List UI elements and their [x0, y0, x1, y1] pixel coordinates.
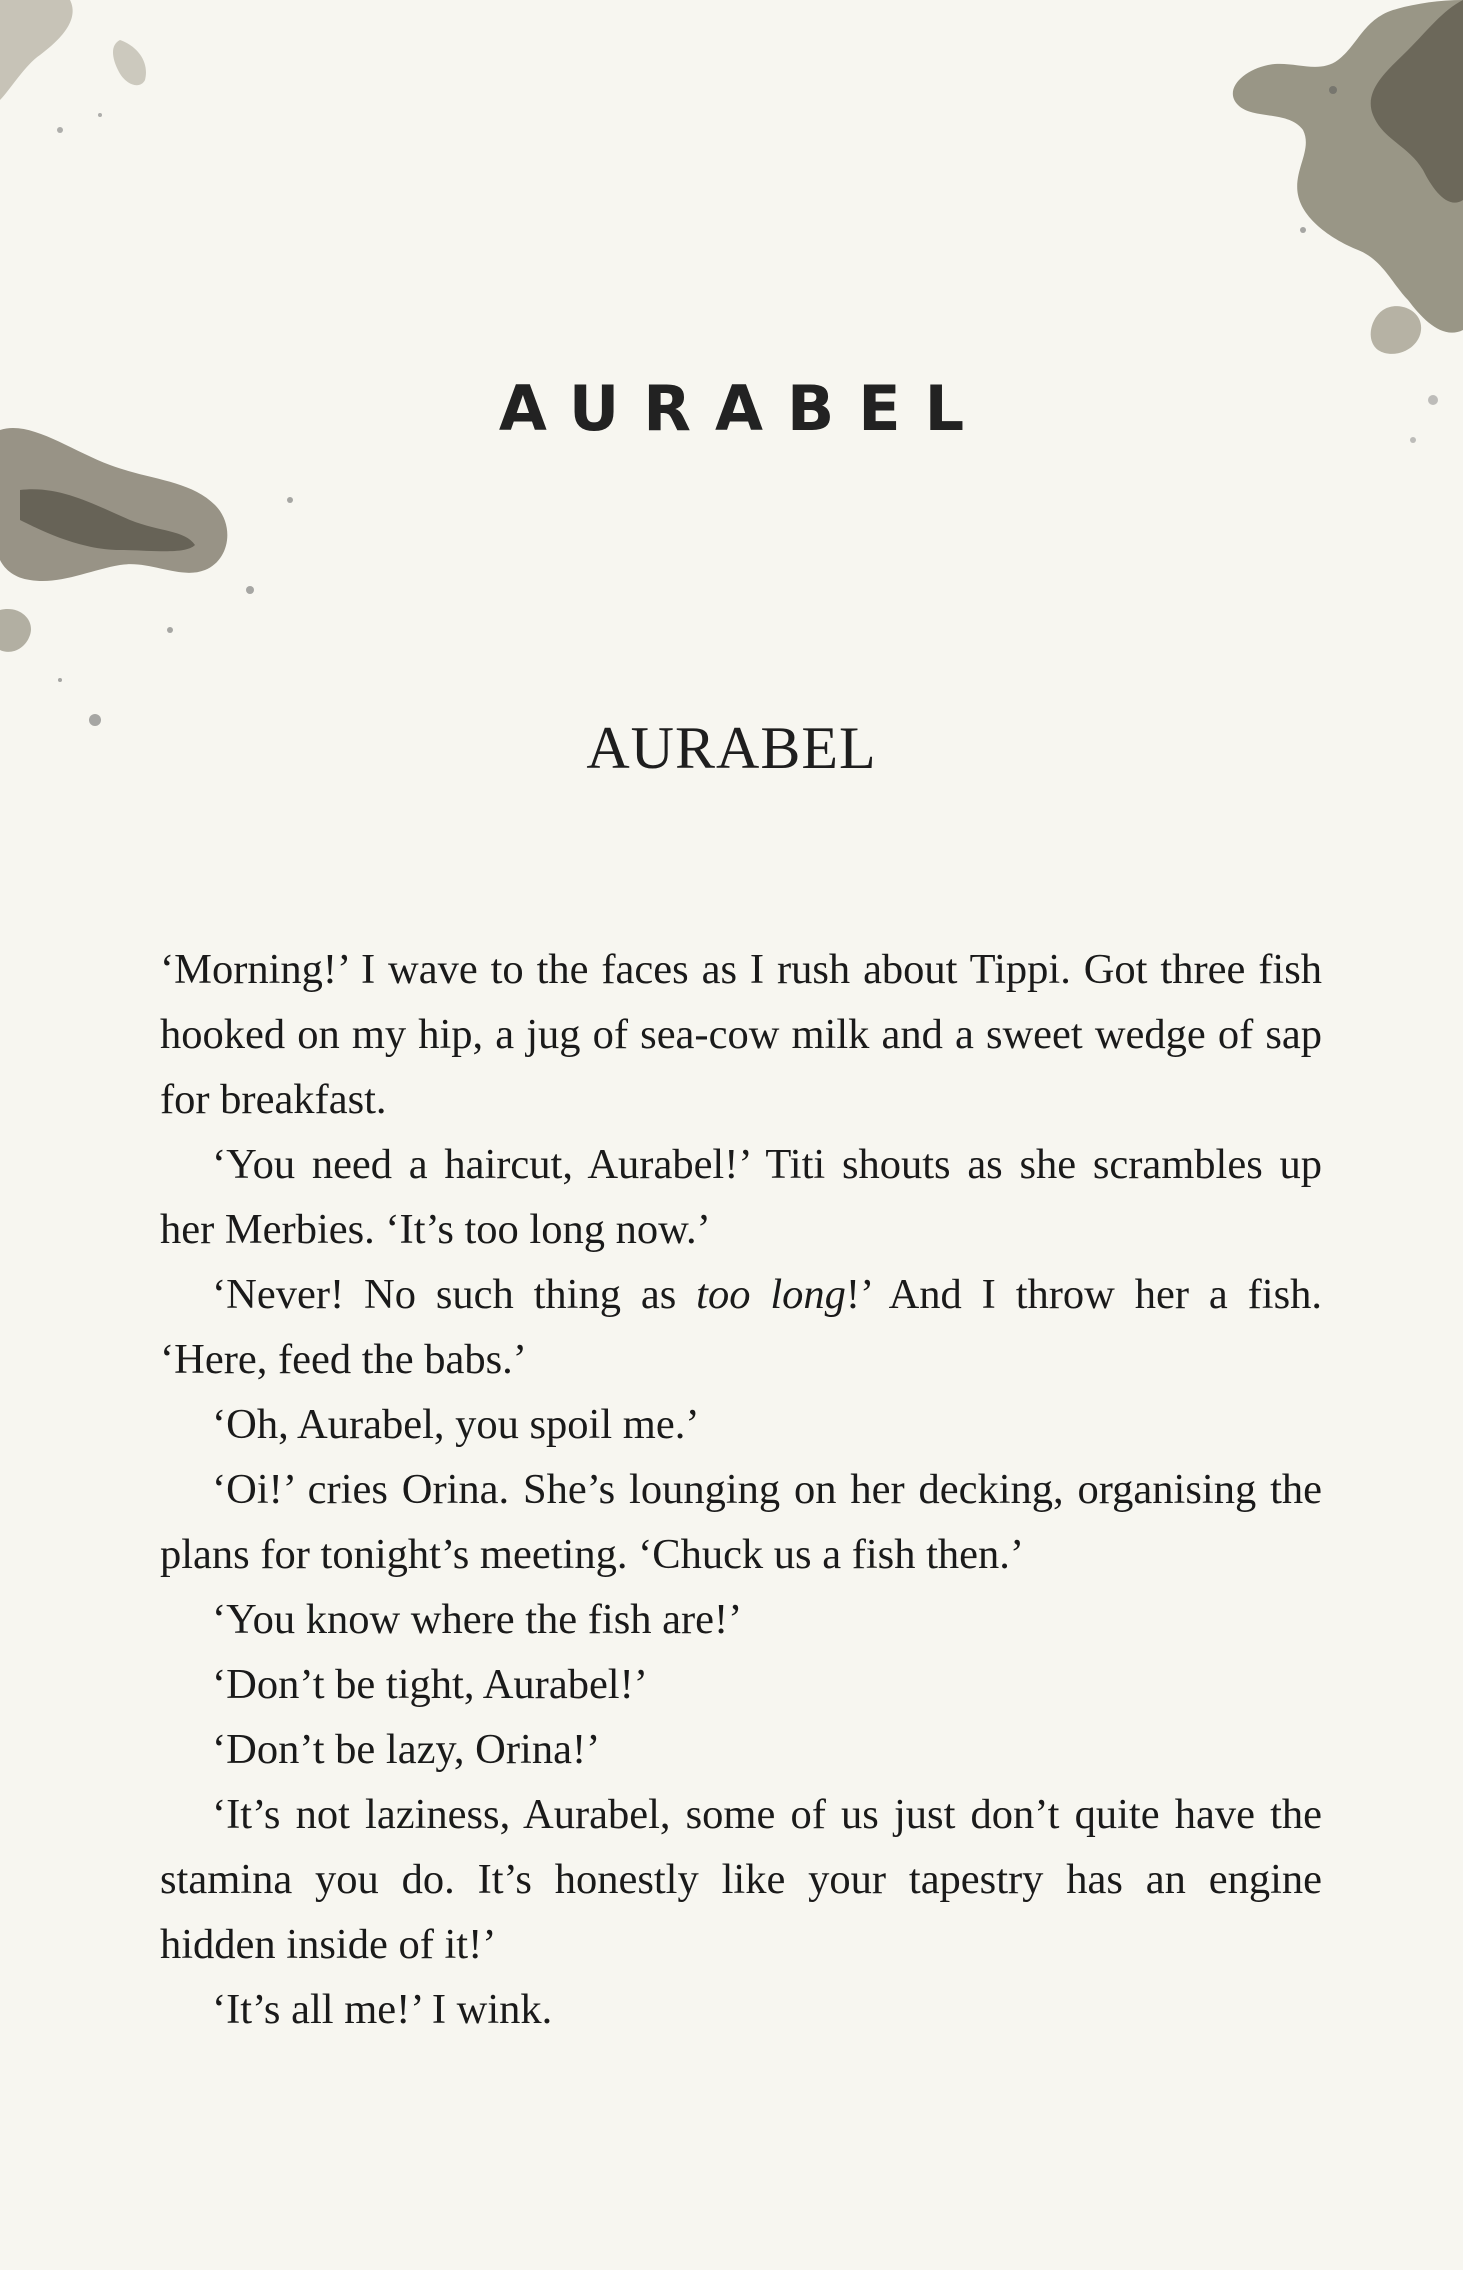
- paragraph: ‘It’s all me!’ I wink.: [212, 1986, 553, 2033]
- running-header: AURABEL: [498, 372, 989, 445]
- paragraph: ‘Morning!’ I wave to the faces as I rush about Tippi. Got three fish hooked on my hip, a jug of sea-cow milk and a sweet wedge of sap for breakfast.: [160, 946, 1322, 1123]
- paragraph: ‘Don’t be tight, Aurabel!’: [212, 1661, 648, 1708]
- paragraph: ‘Oi!’ cries Orina. She’s lounging on her decking, organising the plans for tonight’s meeting. ‘Chuck us a fish then.’: [160, 1466, 1322, 1578]
- paragraph: ‘Oh, Aurabel, you spoil me.’: [212, 1401, 700, 1448]
- paragraph: ‘Don’t be lazy, Orina!’: [212, 1726, 601, 1773]
- chapter-title: AURABEL: [586, 715, 877, 781]
- paragraph: ‘You know where the fish are!’: [212, 1596, 743, 1643]
- emphasis-text: too long: [696, 1271, 846, 1318]
- paragraph: ‘It’s not laziness, Aurabel, some of us just don’t quite have the stamina you do. It’s honestly like your tapestry has an engine hidden inside of it!’: [160, 1791, 1322, 1968]
- chapter-body: [160, 937, 1322, 2042]
- paragraph: ‘You need a haircut, Aurabel!’ Titi shouts as she scrambles up her Merbies. ‘It’s too long now.’: [160, 1141, 1322, 1253]
- ink-stain-top-left: [0, 0, 200, 150]
- paragraph: [160, 1262, 1322, 1392]
- paragraph-text: ‘Never! No such thing as: [212, 1271, 697, 1318]
- paragraph-text: !’ And I throw her a fish. ‘Here, feed the babs.’: [160, 1271, 1322, 1383]
